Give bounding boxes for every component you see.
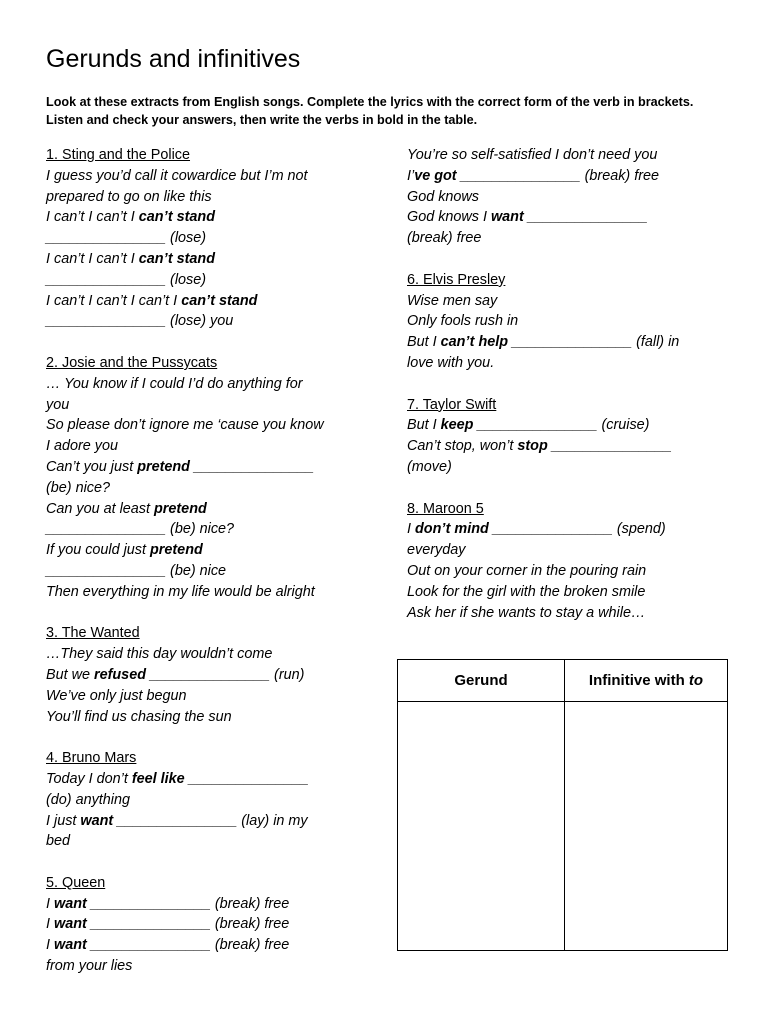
infinitive-header-text: Infinitive with — [588, 672, 689, 689]
bold-verb: can’t help — [440, 334, 509, 351]
lyric-text: You’ll find us chasing the sun — [46, 708, 232, 725]
song-title: 2. Josie and the Pussycats — [46, 354, 218, 371]
lyric-text: God knows I — [407, 209, 491, 226]
lyric-text: You’re so self-satisfied I don’t need you — [407, 147, 658, 163]
bold-verb: keep — [440, 417, 474, 434]
lyric-text: But I — [407, 417, 441, 434]
song-title: 8. Maroon 5 — [407, 500, 484, 517]
lyric-line — [46, 499, 376, 520]
page-title: Gerunds and infinitives — [46, 45, 301, 73]
song-title: 7. Taylor Swift — [407, 396, 497, 413]
lyric-text: Can you at least — [46, 500, 154, 517]
lyric-text: Can’t you just — [46, 458, 138, 475]
lyric-text: _______________ (fall) in — [508, 334, 680, 351]
lyric-text: But I — [407, 334, 441, 351]
lyric-text: from your lies — [46, 958, 133, 975]
lyric-text: _______________ (lose) you — [46, 313, 234, 330]
gerund-header: Gerund — [398, 660, 565, 702]
lyric-text: (move) — [407, 458, 452, 475]
lyric-text: love with you. — [407, 354, 495, 371]
lyric-text: prepared to go on like this — [46, 188, 212, 205]
lyric-line — [407, 166, 737, 187]
lyric-line — [46, 374, 376, 395]
bold-verb: ve got — [414, 167, 457, 184]
bold-verb: feel like — [131, 770, 185, 787]
bold-verb: want — [54, 916, 87, 933]
infinitive-header — [565, 660, 728, 702]
lyric-line — [407, 228, 737, 249]
bold-verb: can’t stand — [181, 292, 258, 309]
lyric-text: I can’t I can’t I can’t I — [46, 292, 182, 309]
lyric-text: If you could just — [46, 542, 150, 559]
lyric-text: I — [46, 895, 54, 912]
lyric-line — [46, 707, 376, 728]
lyric-text: I — [46, 916, 54, 933]
lyric-text: Ask her if she wants to stay a while… — [407, 604, 646, 621]
lyric-text: We’ve only just begun — [46, 687, 187, 704]
lyric-text: So please don’t ignore me ‘cause you know — [46, 417, 324, 434]
lyric-text: I can’t I can’t I — [46, 250, 139, 267]
lyric-text: everyday — [407, 542, 466, 559]
queen-continuation — [407, 145, 737, 249]
song-extract — [407, 499, 737, 624]
lyric-line — [407, 457, 737, 478]
song-extract — [407, 395, 737, 478]
lyric-line — [46, 436, 376, 457]
lyric-line — [46, 914, 376, 935]
lyric-text: _______________ (break) free — [456, 167, 660, 184]
lyric-text: _______________ (break) free — [86, 916, 290, 933]
lyric-text: I guess you’d call it cowardice but I’m not — [46, 167, 308, 184]
song-extract — [46, 145, 376, 332]
lyric-line — [46, 540, 376, 561]
lyric-text: _______________ — [184, 770, 309, 787]
lyric-text: _______________ (cruise) — [473, 417, 650, 434]
lyric-text: Only fools rush in — [407, 313, 519, 330]
bold-verb: want — [54, 937, 87, 954]
lyric-line — [407, 332, 737, 353]
lyric-line — [46, 811, 376, 832]
infinitive-header-to: to — [688, 672, 704, 689]
lyric-text: _______________ (lose) — [46, 230, 207, 247]
right-column — [407, 145, 737, 644]
lyric-line — [46, 249, 376, 270]
lyric-text: bed — [46, 833, 71, 850]
lyric-line — [407, 436, 737, 457]
lyric-line — [407, 540, 737, 561]
lyric-text: I just — [46, 812, 81, 829]
bold-verb: want — [490, 209, 524, 226]
song-extract — [407, 270, 737, 374]
lyric-line — [407, 353, 737, 374]
lyric-line — [46, 311, 376, 332]
lyric-line — [46, 457, 376, 478]
lyric-line — [46, 395, 376, 416]
lyric-text: Then everything in my life would be alright — [46, 583, 315, 600]
bold-verb: want — [80, 812, 114, 829]
bold-verb: pretend — [150, 542, 203, 559]
lyric-line — [46, 166, 376, 187]
lyric-text: _______________ (lose) — [46, 271, 207, 288]
lyric-text: _______________ — [189, 458, 315, 475]
bold-verb: can’t stand — [138, 209, 216, 226]
bold-verb: pretend — [154, 500, 207, 517]
instructions: Look at these extracts from English songs. Complete the lyrics with the correct form of the verb in brackets. Listen and check your answers, then write the verbs in bold in the table. — [46, 95, 694, 127]
answer-table — [397, 659, 728, 951]
lyric-text: (be) nice? — [46, 479, 110, 496]
song-extract — [46, 748, 376, 852]
bold-verb: refused — [94, 666, 146, 683]
lyric-line — [46, 519, 376, 540]
lyric-line — [46, 665, 376, 686]
infinitive-answer-cell[interactable] — [565, 702, 728, 951]
lyric-text: I — [407, 521, 415, 538]
lyric-line — [407, 519, 737, 540]
bold-verb: pretend — [137, 458, 190, 475]
song-title: 1. Sting and the Police — [46, 147, 191, 163]
lyric-text: (do) anything — [46, 791, 130, 808]
song-extract — [46, 623, 376, 727]
lyric-text: I — [46, 937, 54, 954]
lyric-text: God knows — [407, 188, 479, 205]
lyric-text: _______________ (run) — [145, 666, 305, 683]
lyric-line — [46, 644, 376, 665]
lyric-line — [46, 228, 376, 249]
lyric-text: _______________ — [523, 209, 648, 226]
bold-verb: can’t stand — [138, 250, 216, 267]
lyric-line — [46, 478, 376, 499]
lyric-line — [46, 935, 376, 956]
lyric-line — [407, 582, 737, 603]
left-column — [46, 145, 376, 998]
lyric-line — [407, 291, 737, 312]
lyric-text: _______________ (spend) — [488, 521, 666, 538]
lyric-line — [46, 790, 376, 811]
song-title: 6. Elvis Presley — [407, 271, 506, 288]
lyric-text: Out on your corner in the pouring rain — [407, 562, 647, 579]
lyric-text: But we — [46, 666, 94, 683]
lyric-line — [46, 582, 376, 603]
lyric-line — [46, 291, 376, 312]
song-title: 3. The Wanted — [46, 625, 140, 642]
lyric-line — [46, 415, 376, 436]
lyric-line — [407, 187, 737, 208]
song-title: 5. Queen — [46, 874, 106, 891]
lyric-line — [46, 207, 376, 228]
lyric-line — [407, 415, 737, 436]
lyric-text: _______________ (be) nice? — [46, 521, 235, 538]
lyric-line — [46, 187, 376, 208]
lyric-text: Look for the girl with the broken smile — [407, 583, 646, 600]
lyric-line — [407, 145, 737, 166]
lyric-text: Today I don’t — [46, 770, 132, 787]
bold-verb: stop — [517, 438, 548, 455]
gerund-answer-cell[interactable] — [398, 702, 565, 951]
lyric-line — [46, 769, 376, 790]
song-extract — [46, 873, 376, 977]
lyric-line — [407, 561, 737, 582]
lyric-text: …They said this day wouldn’t come — [46, 646, 273, 663]
lyric-line — [46, 561, 376, 582]
lyric-line — [407, 311, 737, 332]
lyric-line — [46, 894, 376, 915]
lyric-text: Can’t stop, won’t — [407, 438, 518, 455]
lyric-text: Wise men say — [407, 292, 498, 309]
lyric-line — [407, 603, 737, 624]
lyric-line — [46, 686, 376, 707]
lyric-text: you — [46, 396, 70, 413]
lyric-line — [46, 831, 376, 852]
lyric-text: _______________ (be) nice — [46, 562, 227, 579]
lyric-text: (break) free — [407, 230, 482, 247]
song-extract — [46, 353, 376, 603]
bold-verb: don’t mind — [415, 521, 489, 538]
lyric-text: _______________ (break) free — [86, 895, 290, 912]
lyric-text: … You know if I could I’d do anything for — [46, 375, 303, 392]
lyric-line — [46, 956, 376, 977]
lyric-text: _______________ (lay) in my — [113, 812, 308, 829]
lyric-line — [407, 207, 737, 228]
lyric-text: I adore you — [46, 438, 119, 455]
lyric-text: I can’t I can’t I — [46, 209, 139, 226]
lyric-text: I’ — [407, 167, 415, 184]
lyric-text: _______________ — [547, 438, 672, 455]
lyric-line — [46, 270, 376, 291]
lyric-text: _______________ (break) free — [86, 937, 290, 954]
song-title: 4. Bruno Mars — [46, 750, 137, 767]
bold-verb: want — [54, 895, 87, 912]
